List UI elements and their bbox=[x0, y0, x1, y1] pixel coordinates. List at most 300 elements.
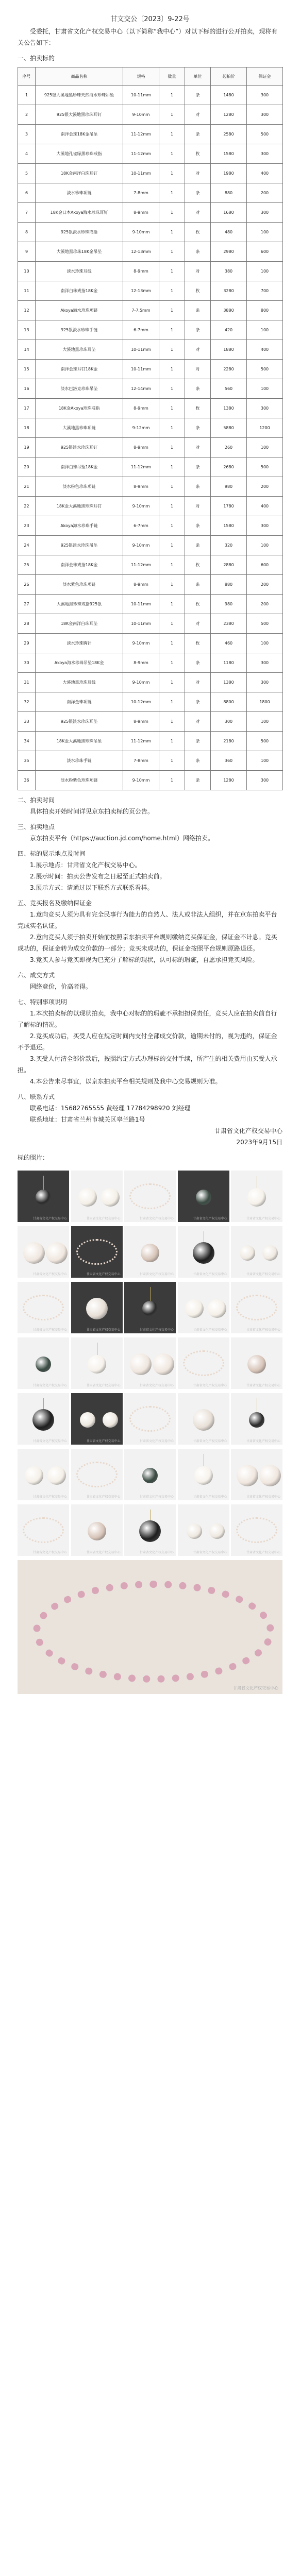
contact-phone: 联系电话：15682765555 黄经理 17784298920 刘经理 bbox=[30, 1105, 191, 1112]
table-cell: 980 bbox=[211, 595, 247, 614]
pearl-product-photo bbox=[71, 1171, 123, 1222]
photo-watermark: 甘肃省文化产权交易中心 bbox=[86, 1551, 121, 1554]
table-cell: 500 bbox=[247, 360, 283, 379]
pearl-strand-icon bbox=[23, 1295, 64, 1320]
table-cell: 1280 bbox=[211, 771, 247, 790]
table-cell: 2280 bbox=[211, 360, 247, 379]
table-cell: 22 bbox=[18, 497, 36, 516]
photo-watermark: 甘肃省文化产权交易中心 bbox=[139, 1273, 174, 1276]
photo-watermark: 甘肃省文化产权交易中心 bbox=[246, 1495, 280, 1499]
col-header: 序号 bbox=[18, 67, 36, 86]
pearl-strand-icon bbox=[76, 1462, 118, 1487]
section7-para: 4.本公告未尽事宜，以京东拍卖平台相关规则及我中心交易规则为准。 bbox=[30, 1078, 222, 1085]
table-cell: 560 bbox=[211, 379, 247, 399]
table-cell: 300 bbox=[211, 712, 247, 732]
table-cell: 1 bbox=[159, 497, 185, 516]
table-cell: 1 bbox=[159, 614, 185, 634]
table-row bbox=[18, 223, 283, 242]
table-cell: 3 bbox=[18, 125, 36, 144]
contact-address: 联系地址：甘肃省兰州市城关区皋兰路1号 bbox=[30, 1116, 145, 1123]
table-cell: 12 bbox=[18, 301, 36, 320]
table-cell: 925银大溪地黑珍珠天然海水珍珠吊坠 bbox=[36, 86, 123, 105]
pearl-icon bbox=[141, 1244, 159, 1262]
pearl-icon bbox=[247, 1188, 266, 1207]
table-cell: 淡水粉紫色珍珠项链 bbox=[36, 771, 123, 790]
pearl-strand-icon bbox=[236, 1295, 277, 1320]
table-cell: 条 bbox=[185, 477, 211, 497]
section7-para: 2.竞买成功后，买受人应在规定时间内支付全部成交价款，逾期未付的，视为违约，保证金不予退还。 bbox=[18, 1032, 277, 1051]
table-cell: 淡水珍珠胸针 bbox=[36, 634, 123, 653]
col-header: 商品名称 bbox=[36, 67, 123, 86]
photo-watermark: 甘肃省文化产权交易中心 bbox=[86, 1439, 121, 1443]
pearl-product-photo bbox=[18, 1393, 69, 1445]
table-cell: 8-9mm bbox=[123, 653, 159, 673]
section7-para: 1.本次拍卖标的以现状拍卖，我中心对标的的瑕疵不承担担保责任，竞买人应在拍卖前自行了解标的情况。 bbox=[18, 1010, 277, 1028]
table-cell: 13 bbox=[18, 320, 36, 340]
table-row bbox=[18, 418, 283, 438]
table-cell: 200 bbox=[247, 183, 283, 203]
photo-watermark: 甘肃省文化产权交易中心 bbox=[32, 1217, 67, 1221]
table-cell: 条 bbox=[185, 242, 211, 262]
table-cell: 400 bbox=[247, 164, 283, 183]
table-row bbox=[18, 575, 283, 595]
photo-watermark: 甘肃省文化产权交易中心 bbox=[246, 1217, 280, 1221]
table-cell: 10-11mm bbox=[123, 86, 159, 105]
table-row bbox=[18, 360, 283, 379]
table-cell: 9-10mm bbox=[123, 223, 159, 242]
pearl-icon bbox=[187, 1523, 202, 1539]
photo-watermark: 甘肃省文化产权交易中心 bbox=[193, 1273, 227, 1276]
section4-title: 四、标的展示地点及时间 bbox=[18, 850, 86, 857]
table-cell: 1 bbox=[159, 692, 185, 712]
pearl-icon bbox=[209, 1523, 225, 1539]
table-cell: 300 bbox=[247, 653, 283, 673]
table-cell: 条 bbox=[185, 536, 211, 555]
table-cell: 8-9mm bbox=[123, 399, 159, 418]
table-cell: 10-11mm bbox=[123, 595, 159, 614]
table-row bbox=[18, 751, 283, 771]
table-cell: 枚 bbox=[185, 634, 211, 653]
pearl-icon bbox=[36, 1190, 51, 1205]
table-cell: 对 bbox=[185, 164, 211, 183]
table-cell: 34 bbox=[18, 732, 36, 751]
table-cell: 6-7mm bbox=[123, 516, 159, 536]
table-cell: 1980 bbox=[211, 164, 247, 183]
table-cell: 条 bbox=[185, 301, 211, 320]
table-cell: 16 bbox=[18, 379, 36, 399]
table-cell: 条 bbox=[185, 771, 211, 790]
section4-line: 3.展示方式：请通过以下联系方式联系看样。 bbox=[30, 884, 154, 891]
table-cell: 淡水紫色珍珠项链 bbox=[36, 575, 123, 595]
table-cell: 7-7.5mm bbox=[123, 301, 159, 320]
table-cell: 300 bbox=[247, 86, 283, 105]
table-cell: 400 bbox=[247, 340, 283, 360]
table-cell: 对 bbox=[185, 340, 211, 360]
table-cell: 1 bbox=[159, 418, 185, 438]
items-table bbox=[18, 67, 283, 790]
table-cell: 1 bbox=[159, 771, 185, 790]
table-cell: 925银淡水珍珠吊坠 bbox=[36, 536, 123, 555]
table-cell: 1 bbox=[159, 457, 185, 477]
table-row bbox=[18, 555, 283, 575]
table-cell: 淡水珍珠手链 bbox=[36, 751, 123, 771]
pearl-product-photo bbox=[124, 1171, 176, 1222]
table-cell: 27 bbox=[18, 595, 36, 614]
table-cell: 500 bbox=[247, 457, 283, 477]
table-row bbox=[18, 399, 283, 418]
table-cell: 8-9mm bbox=[123, 477, 159, 497]
pearl-product-photo bbox=[178, 1393, 229, 1445]
table-cell: 18K金日本Akoya海水珍珠耳钉 bbox=[36, 203, 123, 223]
pearl-icon bbox=[139, 1520, 161, 1542]
table-cell: 925银淡水珍珠手链 bbox=[36, 320, 123, 340]
table-cell: 1 bbox=[159, 379, 185, 399]
photo-watermark: 甘肃省文化产权交易中心 bbox=[193, 1328, 227, 1332]
pearl-product-photo bbox=[124, 1337, 176, 1389]
table-cell: 30 bbox=[18, 653, 36, 673]
table-cell: 9-10mm bbox=[123, 105, 159, 125]
table-cell: 1 bbox=[159, 477, 185, 497]
table-cell: 26 bbox=[18, 575, 36, 595]
pearl-product-photo bbox=[71, 1226, 123, 1278]
table-row bbox=[18, 692, 283, 712]
section5-para: 3.竞买人参与竞买即视为已充分了解标的现状，认可标的瑕疵，自愿承担竞买风险。 bbox=[30, 956, 259, 963]
pearl-icon bbox=[86, 1298, 108, 1319]
table-cell: 300 bbox=[247, 673, 283, 692]
table-cell: 480 bbox=[211, 223, 247, 242]
section2-text: 具体拍卖开始时间详见京东拍卖标的页公告。 bbox=[30, 808, 154, 815]
photo-watermark: 甘肃省文化产权交易中心 bbox=[246, 1384, 280, 1387]
table-cell: 1 bbox=[159, 262, 185, 281]
pearl-strand-icon bbox=[236, 1517, 277, 1543]
table-cell: 19 bbox=[18, 438, 36, 457]
photo-watermark: 甘肃省文化产权交易中心 bbox=[32, 1384, 67, 1387]
photo-watermark: 甘肃省文化产权交易中心 bbox=[32, 1439, 67, 1443]
table-cell: 100 bbox=[247, 320, 283, 340]
table-cell: 条 bbox=[185, 418, 211, 438]
table-cell: 南洋金珠项链 bbox=[36, 692, 123, 712]
table-cell: 360 bbox=[211, 751, 247, 771]
table-cell: 10-11mm bbox=[123, 340, 159, 360]
table-cell: 100 bbox=[247, 751, 283, 771]
table-cell: 33 bbox=[18, 712, 36, 732]
pearl-product-photo bbox=[231, 1337, 282, 1389]
photo-watermark: 甘肃省文化产权交易中心 bbox=[139, 1384, 174, 1387]
table-cell: 700 bbox=[247, 281, 283, 301]
table-cell: 6-7mm bbox=[123, 320, 159, 340]
table-cell: 条 bbox=[185, 516, 211, 536]
document-number: 甘文交公〔2023〕9-22号 bbox=[110, 15, 190, 23]
table-cell: 淡水粉色珍珠项链 bbox=[36, 477, 123, 497]
pearl-icon bbox=[103, 1412, 118, 1428]
pearl-product-photo bbox=[178, 1449, 229, 1500]
table-cell: 1 bbox=[159, 634, 185, 653]
table-cell: 300 bbox=[247, 771, 283, 790]
table-cell: 400 bbox=[247, 497, 283, 516]
photo-watermark: 甘肃省文化产权交易中心 bbox=[32, 1551, 67, 1554]
table-cell: 380 bbox=[211, 262, 247, 281]
photo-watermark: 甘肃省文化产权交易中心 bbox=[193, 1384, 227, 1387]
pearl-icon bbox=[208, 1299, 226, 1318]
table-cell: 条 bbox=[185, 692, 211, 712]
table-cell: 枚 bbox=[185, 555, 211, 575]
table-cell: 1 bbox=[159, 438, 185, 457]
table-cell: 320 bbox=[211, 536, 247, 555]
pearl-product-photo bbox=[124, 1504, 176, 1556]
pearl-product-photo bbox=[71, 1282, 123, 1333]
table-cell: 7-8mm bbox=[123, 183, 159, 203]
pearl-icon bbox=[193, 1242, 214, 1264]
table-row bbox=[18, 183, 283, 203]
table-cell: 18K金大溪地黑珍珠吊坠 bbox=[36, 732, 123, 751]
table-cell: 9-10mm bbox=[123, 771, 159, 790]
table-cell: 24 bbox=[18, 536, 36, 555]
table-row bbox=[18, 379, 283, 399]
table-cell: 200 bbox=[247, 477, 283, 497]
table-cell: 2180 bbox=[211, 732, 247, 751]
table-cell: 淡水珍珠耳线 bbox=[36, 262, 123, 281]
table-cell: 1 bbox=[159, 242, 185, 262]
table-cell: 300 bbox=[247, 399, 283, 418]
table-cell: 460 bbox=[211, 634, 247, 653]
table-cell: 600 bbox=[247, 242, 283, 262]
table-cell: 8-9mm bbox=[123, 203, 159, 223]
table-cell: 10-11mm bbox=[123, 164, 159, 183]
table-cell: 18K金Akoya珍珠戒指 bbox=[36, 399, 123, 418]
table-cell: 大溪地黑珍珠耳线 bbox=[36, 673, 123, 692]
photo-watermark: 甘肃省文化产权交易中心 bbox=[233, 1686, 278, 1690]
table-cell: 1 bbox=[159, 164, 185, 183]
pearl-product-photo bbox=[124, 1449, 176, 1500]
table-cell: 条 bbox=[185, 751, 211, 771]
table-cell: 500 bbox=[247, 614, 283, 634]
table-cell: 1 bbox=[159, 732, 185, 751]
table-cell: 对 bbox=[185, 497, 211, 516]
table-cell: 2680 bbox=[211, 457, 247, 477]
table-cell: 2 bbox=[18, 105, 36, 125]
table-cell: 12-13mm bbox=[123, 281, 159, 301]
table-cell: 11-12mm bbox=[123, 144, 159, 164]
table-cell: 条 bbox=[185, 320, 211, 340]
table-cell: 对 bbox=[185, 438, 211, 457]
table-cell: 1880 bbox=[211, 340, 247, 360]
table-cell: 1180 bbox=[211, 653, 247, 673]
section7-title: 七、特别事项说明 bbox=[18, 998, 68, 1006]
photo-watermark: 甘肃省文化产权交易中心 bbox=[86, 1328, 121, 1332]
photo-watermark: 甘肃省文化产权交易中心 bbox=[86, 1384, 121, 1387]
table-cell: 南洋白珠吊坠18K金 bbox=[36, 457, 123, 477]
table-cell: 条 bbox=[185, 653, 211, 673]
table-cell: 1280 bbox=[211, 105, 247, 125]
table-cell: 1 bbox=[159, 125, 185, 144]
table-cell: 1580 bbox=[211, 144, 247, 164]
table-row bbox=[18, 340, 283, 360]
table-cell: 2980 bbox=[211, 242, 247, 262]
table-cell: 1 bbox=[159, 653, 185, 673]
table-cell: 2380 bbox=[211, 614, 247, 634]
table-cell: 1 bbox=[159, 86, 185, 105]
pearl-product-photo bbox=[124, 1393, 176, 1445]
pearl-icon bbox=[185, 1299, 204, 1318]
table-cell: 大溪地孔雀绿黑珍珠戒指 bbox=[36, 144, 123, 164]
pearl-icon bbox=[153, 1353, 174, 1375]
pearl-icon bbox=[237, 1465, 258, 1486]
table-cell: 1 bbox=[159, 144, 185, 164]
pearl-product-photo bbox=[18, 1226, 69, 1278]
photo-watermark: 甘肃省文化产权交易中心 bbox=[86, 1273, 121, 1276]
table-cell: 8-9mm bbox=[123, 438, 159, 457]
table-cell: 420 bbox=[211, 320, 247, 340]
table-cell: 条 bbox=[185, 379, 211, 399]
table-cell: 11-12mm bbox=[123, 457, 159, 477]
table-row bbox=[18, 673, 283, 692]
table-cell: 对 bbox=[185, 105, 211, 125]
photo-watermark: 甘肃省文化产权交易中心 bbox=[246, 1328, 280, 1332]
table-cell: 2880 bbox=[211, 555, 247, 575]
table-cell: 3880 bbox=[211, 301, 247, 320]
section8-title: 八、联系方式 bbox=[18, 1093, 55, 1100]
photo-watermark: 甘肃省文化产权交易中心 bbox=[246, 1273, 280, 1276]
table-cell: 10-11mm bbox=[123, 614, 159, 634]
section5-title: 五、竞买报名及缴纳保证金 bbox=[18, 900, 92, 907]
pearl-icon bbox=[142, 1301, 158, 1316]
table-cell: 200 bbox=[247, 595, 283, 614]
table-cell: 条 bbox=[185, 125, 211, 144]
table-cell: 9-12mm bbox=[123, 418, 159, 438]
table-cell: 15 bbox=[18, 360, 36, 379]
table-cell: 1200 bbox=[247, 418, 283, 438]
pearl-product-photo bbox=[18, 1171, 69, 1222]
pearl-icon bbox=[101, 1188, 120, 1207]
pearl-icon bbox=[247, 1355, 266, 1374]
photo-watermark: 甘肃省文化产权交易中心 bbox=[86, 1495, 121, 1499]
table-cell: 300 bbox=[247, 516, 283, 536]
table-row bbox=[18, 242, 283, 262]
table-cell: 南洋金珠18K金吊坠 bbox=[36, 125, 123, 144]
table-cell: 32 bbox=[18, 692, 36, 712]
table-row bbox=[18, 536, 283, 555]
table-cell: 100 bbox=[247, 379, 283, 399]
table-cell: 10-11mm bbox=[123, 360, 159, 379]
pearl-strand-icon bbox=[76, 1239, 118, 1265]
table-cell: 25 bbox=[18, 555, 36, 575]
table-cell: 条 bbox=[185, 183, 211, 203]
table-cell: 9 bbox=[18, 242, 36, 262]
pearl-strand-image bbox=[33, 1581, 274, 1683]
pearl-icon bbox=[78, 1188, 97, 1207]
pearl-product-photo bbox=[178, 1171, 229, 1222]
table-header-row bbox=[18, 67, 283, 86]
section5-para: 1.意向竞买人须为具有完全民事行为能力的自然人、法人或非法人组织，并在京东拍卖平台完成实名认证。 bbox=[18, 911, 277, 929]
table-cell: 1 bbox=[159, 575, 185, 595]
table-cell: 枚 bbox=[185, 144, 211, 164]
table-cell: Akoya海水珍珠手链 bbox=[36, 516, 123, 536]
table-cell: 925银淡水珍珠耳坠 bbox=[36, 712, 123, 732]
pearl-icon bbox=[36, 1357, 51, 1372]
photo-watermark: 甘肃省文化产权交易中心 bbox=[86, 1217, 121, 1221]
table-cell: Akoya海水珍珠吊坠18K金 bbox=[36, 653, 123, 673]
pearl-icon bbox=[194, 1466, 213, 1485]
table-row bbox=[18, 712, 283, 732]
table-cell: 925银淡水珍珠耳钉 bbox=[36, 438, 123, 457]
table-cell: 200 bbox=[247, 575, 283, 595]
table-cell: 1 bbox=[159, 555, 185, 575]
table-row bbox=[18, 653, 283, 673]
pearl-icon bbox=[259, 1465, 281, 1486]
table-cell: 对 bbox=[185, 203, 211, 223]
table-cell: 1680 bbox=[211, 203, 247, 223]
table-cell: 条 bbox=[185, 732, 211, 751]
table-cell: 南洋白珠戒指18K金 bbox=[36, 281, 123, 301]
table-cell: 1480 bbox=[211, 86, 247, 105]
table-cell: 31 bbox=[18, 673, 36, 692]
table-row bbox=[18, 262, 283, 281]
photo-watermark: 甘肃省文化产权交易中心 bbox=[32, 1328, 67, 1332]
table-cell: 1 bbox=[159, 223, 185, 242]
table-cell: 9-10mm bbox=[123, 634, 159, 653]
table-cell: 淡水巴洛克珍珠吊坠 bbox=[36, 379, 123, 399]
photo-grid bbox=[18, 1171, 282, 1560]
pearl-product-photo bbox=[18, 1282, 69, 1333]
photo-watermark: 甘肃省文化产权交易中心 bbox=[32, 1273, 67, 1276]
table-cell: 6 bbox=[18, 183, 36, 203]
photo-watermark: 甘肃省文化产权交易中心 bbox=[246, 1551, 280, 1554]
table-cell: 1 bbox=[18, 86, 36, 105]
table-row bbox=[18, 516, 283, 536]
table-cell: 11-12mm bbox=[123, 555, 159, 575]
table-cell: 1 bbox=[159, 183, 185, 203]
table-row bbox=[18, 634, 283, 653]
section3-title: 三、拍卖地点 bbox=[18, 823, 55, 831]
table-cell: 18K金大溪地黑珍珠耳钉 bbox=[36, 497, 123, 516]
table-row bbox=[18, 477, 283, 497]
table-cell: 21 bbox=[18, 477, 36, 497]
table-cell: 1 bbox=[159, 516, 185, 536]
table-cell: 29 bbox=[18, 634, 36, 653]
table-cell: 8-9mm bbox=[123, 575, 159, 595]
photo-watermark: 甘肃省文化产权交易中心 bbox=[193, 1439, 227, 1443]
col-header: 规格 bbox=[123, 67, 159, 86]
table-row bbox=[18, 125, 283, 144]
pearl-product-photo bbox=[71, 1393, 123, 1445]
photo-watermark: 甘肃省文化产权交易中心 bbox=[139, 1217, 174, 1221]
section6-title: 六、成交方式 bbox=[18, 972, 55, 979]
table-cell: 600 bbox=[247, 555, 283, 575]
table-cell: 18K金南洋白珠耳坠 bbox=[36, 614, 123, 634]
table-row bbox=[18, 144, 283, 164]
table-row bbox=[18, 320, 283, 340]
section1-title: 一、拍卖标的 bbox=[18, 55, 55, 62]
table-cell: 对 bbox=[185, 673, 211, 692]
table-cell: 10-12mm bbox=[123, 692, 159, 712]
table-cell: 17 bbox=[18, 399, 36, 418]
photo-watermark: 甘肃省文化产权交易中心 bbox=[193, 1551, 227, 1554]
table-cell: 对 bbox=[185, 712, 211, 732]
pearl-product-photo bbox=[231, 1282, 282, 1333]
table-cell: 28 bbox=[18, 614, 36, 634]
pearl-product-photo bbox=[18, 1449, 69, 1500]
table-cell: 1 bbox=[159, 360, 185, 379]
table-cell: 20 bbox=[18, 457, 36, 477]
table-cell: 1 bbox=[159, 399, 185, 418]
section4-line: 1.展示地点：甘肃省文化产权交易中心。 bbox=[30, 861, 141, 869]
pearl-product-photo bbox=[231, 1171, 282, 1222]
table-cell: 980 bbox=[211, 477, 247, 497]
table-cell: 对 bbox=[185, 262, 211, 281]
table-cell: 条 bbox=[185, 457, 211, 477]
table-cell: 880 bbox=[211, 575, 247, 595]
pearl-icon bbox=[142, 1468, 158, 1483]
